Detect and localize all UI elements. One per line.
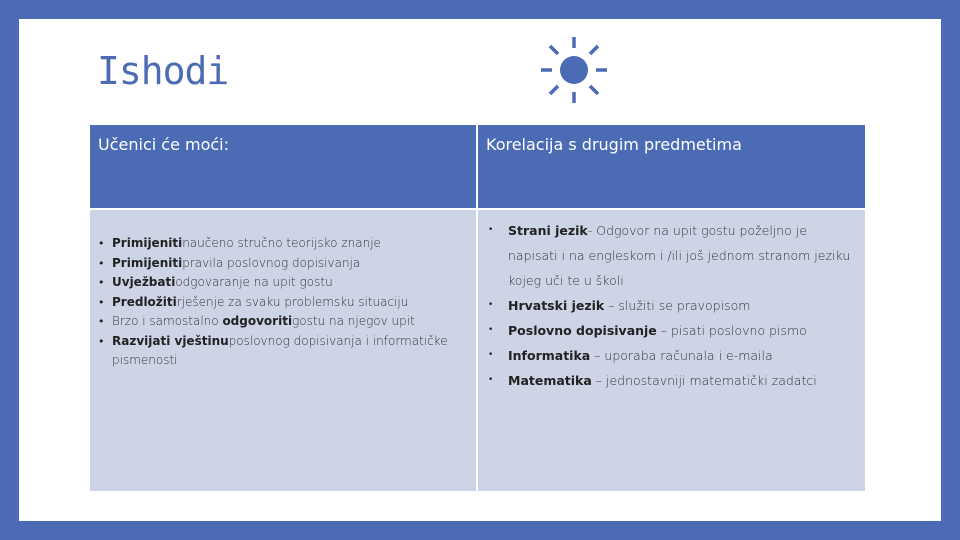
list-item: • Poslovno dopisivanje – pisati poslovno pismo bbox=[486, 318, 857, 343]
list-item: • Razvijati vještinuposlovnog dopisivanja i informatičke pismenosti bbox=[98, 332, 466, 371]
list-item: • Predložitirješenje za svaku problemsku situaciju bbox=[98, 293, 466, 313]
left-header-label: Učenici će moći: bbox=[98, 135, 229, 154]
left-column-header bbox=[90, 125, 476, 208]
right-header-label: Korelacija s drugim predmetima bbox=[486, 135, 742, 154]
list-item: • Uvježbatiodgovaranje na upit gostu bbox=[98, 273, 466, 293]
slide bbox=[19, 19, 941, 521]
slide-title: Ishodi bbox=[97, 49, 229, 93]
list-item: • Informatika – uporaba računala i e-maila bbox=[486, 343, 857, 368]
list-item: • Brzo i samostalno odgovoritigostu na njegov upit bbox=[98, 312, 466, 332]
list-item: • Primijenitipravila poslovnog dopisivanja bbox=[98, 254, 466, 274]
list-item: • Hrvatski jezik – služiti se pravopisom bbox=[486, 293, 857, 318]
outcomes-cell bbox=[90, 210, 476, 491]
list-item: • Matematika – jednostavniji matematički zadatci bbox=[486, 368, 857, 393]
list-item: • Strani jezik- Odgovor na upit gostu poželjno je napisati i na engleskom i /ili još jednom stranom jeziku kojeg uči te u školi bbox=[486, 218, 857, 293]
sun-icon bbox=[539, 35, 609, 105]
list-item: • Primijenitinaučeno stručno teorijsko znanje bbox=[98, 234, 466, 254]
right-column-header bbox=[478, 125, 865, 208]
correlation-list bbox=[478, 210, 865, 393]
outcomes-list bbox=[90, 210, 476, 371]
correlation-cell bbox=[478, 210, 865, 491]
